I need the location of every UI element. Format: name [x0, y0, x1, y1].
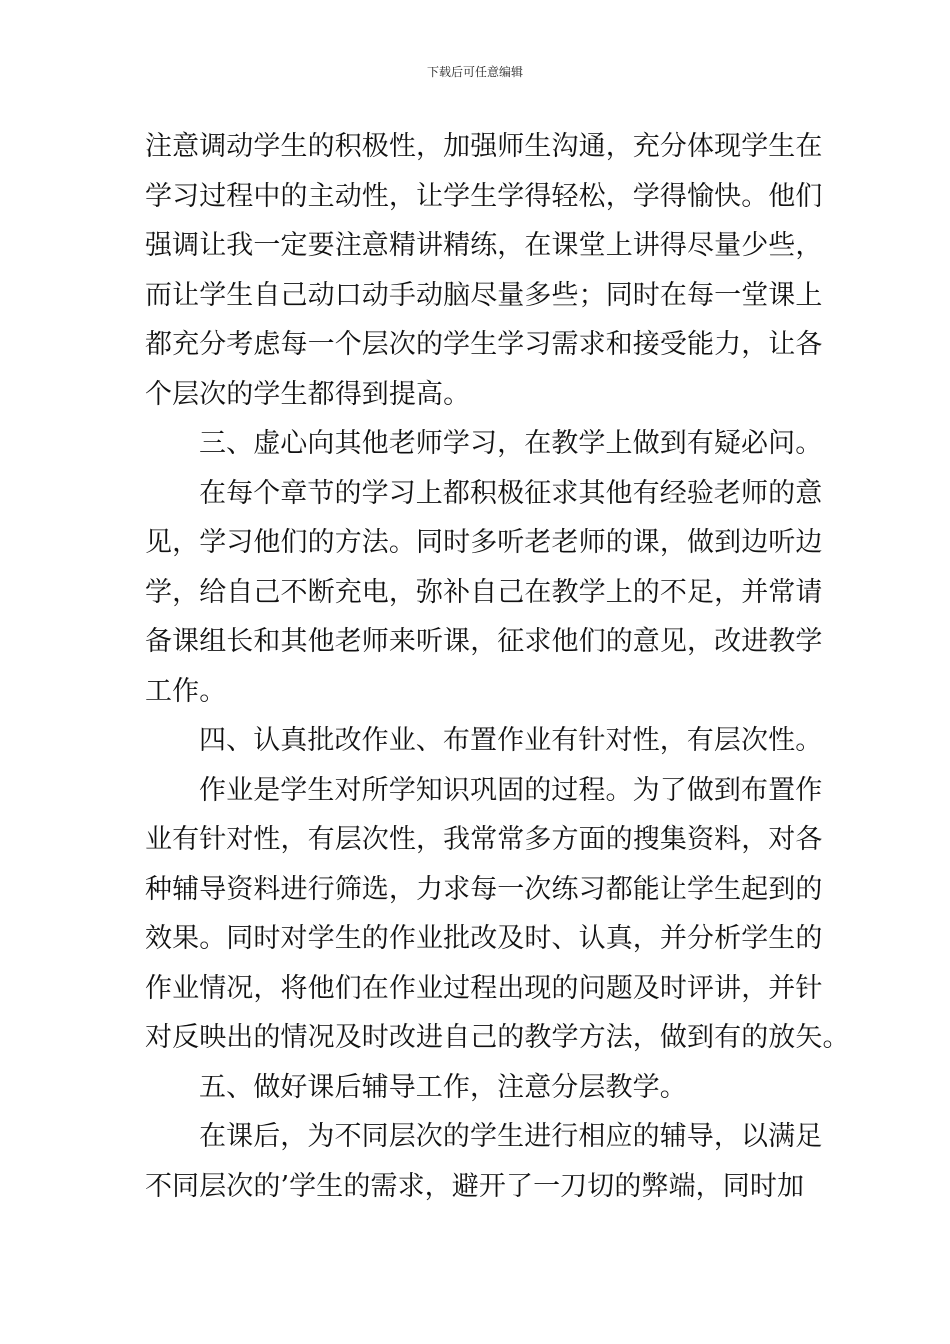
- text-line: 效果。同时对学生的作业批改及时、认真，并分析学生的: [145, 923, 823, 954]
- text-line: 业有针对性，有层次性，我常常多方面的搜集资料，对各: [145, 824, 823, 855]
- text-line: 而让学生自己动口动手动脑尽量多些；同时在每一堂课上: [145, 279, 823, 311]
- text-line: 在每个章节的学习上都积极征求其他有经验老师的意: [199, 477, 823, 509]
- text-line: 不同层次的’学生的需求，避开了一刀切的弊端，同时加: [145, 1170, 805, 1202]
- text-line: 个层次的学生都得到提高。: [145, 378, 471, 410]
- section-heading: 四、认真批改作业、布置作业有针对性，有层次性。: [199, 725, 823, 756]
- text-line: 都充分考虑每一个层次的学生学习需求和接受能力，让各: [145, 329, 823, 360]
- text-line: 工作。: [145, 675, 227, 707]
- document-body: [145, 122, 850, 1211]
- text-line: 学习过程中的主动性，让学生学得轻松，学得愉快。他们: [145, 180, 823, 212]
- text-line: 备课组长和其他老师来听课，征求他们的意见，改进教学: [145, 626, 823, 657]
- section-heading: 五、做好课后辅导工作，注意分层教学。: [199, 1071, 687, 1103]
- text-line: 在课后，为不同层次的学生进行相应的辅导，以满足: [199, 1121, 823, 1152]
- text-line: 作业是学生对所学知识巩固的过程。为了做到布置作: [199, 774, 823, 806]
- text-line: 学，给自己不断充电，弥补自己在教学上的不足，并常请: [145, 576, 823, 608]
- text-line: 种辅导资料进行筛选，力求每一次练习都能让学生起到的: [145, 873, 823, 905]
- page-header: 下载后可任意编辑: [426, 65, 523, 79]
- text-line: 见，学习他们的方法。同时多听老老师的课，做到边听边: [145, 527, 823, 558]
- text-line: 强调让我一定要注意精讲精练，在课堂上讲得尽量少些，: [145, 230, 823, 261]
- text-line: 作业情况，将他们在作业过程出现的问题及时评讲，并针: [145, 972, 823, 1004]
- section-heading: 三、虚心向其他老师学习，在教学上做到有疑必问。: [199, 428, 823, 459]
- text-line: 对反映出的情况及时改进自己的教学方法，做到有的放矢。: [145, 1022, 850, 1053]
- text-line: 注意调动学生的积极性，加强师生沟通，充分体现学生在: [145, 131, 823, 162]
